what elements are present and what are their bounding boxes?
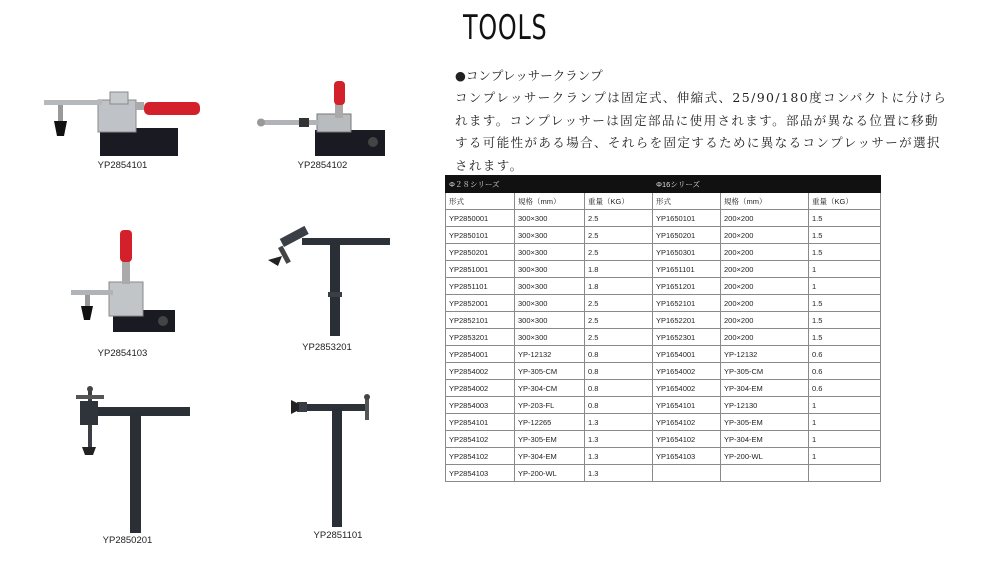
table-row: [446, 244, 881, 261]
table-cell: 2.5: [585, 210, 653, 227]
table-row: [446, 465, 881, 482]
table-cell: 1.5: [809, 329, 881, 346]
table-cell: 2.5: [585, 312, 653, 329]
table-cell: YP2854002: [446, 380, 515, 397]
table-cell: 2.5: [585, 227, 653, 244]
push-pull-toggle-clamp-icon: [255, 78, 390, 160]
table-cell: 1: [809, 431, 881, 448]
table-cell: 200×200: [721, 244, 809, 261]
table-cell: 0.8: [585, 380, 653, 397]
table-row: [446, 414, 881, 431]
table-cell: YP1654102: [653, 414, 721, 431]
table-cell: YP1654001: [653, 346, 721, 363]
column-header: 形式: [653, 193, 721, 210]
table-cell: 1.5: [809, 295, 881, 312]
table-cell: YP2854001: [446, 346, 515, 363]
table-cell: YP-305-EM: [721, 414, 809, 431]
table-cell: 300×300: [515, 261, 585, 278]
table-cell: YP-304-CM: [515, 380, 585, 397]
table-cell: 2.5: [585, 244, 653, 261]
table-cell: 1.8: [585, 278, 653, 295]
table-cell: YP2850201: [446, 244, 515, 261]
table-row: [446, 397, 881, 414]
product-card-yp2854101: [40, 88, 205, 171]
column-header: 規格（mm）: [721, 193, 809, 210]
table-cell: YP-12132: [721, 346, 809, 363]
table-cell: 300×300: [515, 278, 585, 295]
table-cell: 1: [809, 397, 881, 414]
table-cell: YP2854101: [446, 414, 515, 431]
horizontal-toggle-clamp-icon: [40, 88, 205, 160]
table-cell: 1.5: [809, 244, 881, 261]
table-cell: 200×200: [721, 261, 809, 278]
vertical-toggle-clamp-icon: [65, 230, 180, 348]
product-code: YP2850201: [102, 535, 153, 546]
product-card-yp2854103: [65, 230, 180, 359]
table-cell: 1.3: [585, 465, 653, 482]
table-cell: YP2851001: [446, 261, 515, 278]
table-cell: 300×300: [515, 227, 585, 244]
table-cell: 200×200: [721, 210, 809, 227]
table-cell: 1.5: [809, 210, 881, 227]
table-cell: [721, 465, 809, 482]
table-cell: YP1652101: [653, 295, 721, 312]
table-cell: 0.6: [809, 346, 881, 363]
table-cell: YP2850001: [446, 210, 515, 227]
table-cell: 300×300: [515, 295, 585, 312]
table-row: [446, 210, 881, 227]
table-cell: 300×300: [515, 210, 585, 227]
table-cell: YP1651201: [653, 278, 721, 295]
table-cell: 1.3: [585, 431, 653, 448]
column-header: 重量（KG）: [585, 193, 653, 210]
table-row: [446, 278, 881, 295]
table-cell: 1: [809, 278, 881, 295]
table-cell: 300×300: [515, 329, 585, 346]
product-card-yp2853201: [262, 222, 392, 353]
table-cell: YP1652201: [653, 312, 721, 329]
table-cell: YP-12130: [721, 397, 809, 414]
table-cell: 200×200: [721, 295, 809, 312]
section-heading: ●コンプレッサークランプ: [455, 68, 603, 83]
table-cell: YP1652301: [653, 329, 721, 346]
spec-table: [445, 175, 881, 482]
table-cell: YP1650101: [653, 210, 721, 227]
product-code: YP2854103: [97, 348, 148, 359]
table-cell: YP2854003: [446, 397, 515, 414]
table-cell: YP2851101: [446, 278, 515, 295]
table-cell: 1.3: [585, 414, 653, 431]
product-code: YP2851101: [313, 530, 363, 541]
table-cell: YP-12132: [515, 346, 585, 363]
table-series-row: [446, 176, 881, 193]
table-cell: [653, 465, 721, 482]
screw-clamp-icon: [60, 385, 195, 535]
table-cell: YP2854002: [446, 363, 515, 380]
table-cell: 1: [809, 414, 881, 431]
product-card-yp2850201: [60, 385, 195, 546]
table-cell: YP2854103: [446, 465, 515, 482]
product-code: YP2854102: [297, 160, 348, 171]
table-cell: YP2854102: [446, 431, 515, 448]
table-cell: 1.3: [585, 448, 653, 465]
table-header-row: [446, 193, 881, 210]
table-cell: YP-304-EM: [721, 431, 809, 448]
table-row: [446, 346, 881, 363]
table-cell: YP1654002: [653, 363, 721, 380]
product-code: YP2853201: [302, 342, 352, 353]
table-cell: 1: [809, 448, 881, 465]
table-cell: 2.5: [585, 329, 653, 346]
table-cell: YP1654102: [653, 431, 721, 448]
table-cell: YP1650201: [653, 227, 721, 244]
product-card-yp2851101: [283, 390, 393, 541]
table-cell: 1.8: [585, 261, 653, 278]
table-cell: YP-305-CM: [721, 363, 809, 380]
table-cell: 0.6: [809, 363, 881, 380]
table-cell: 200×200: [721, 329, 809, 346]
table-cell: YP-305-CM: [515, 363, 585, 380]
column-header: 規格（mm）: [515, 193, 585, 210]
table-row: [446, 295, 881, 312]
series-label-phi28: Φ２８シリーズ: [446, 176, 653, 193]
table-cell: 2.5: [585, 295, 653, 312]
table-cell: 200×200: [721, 312, 809, 329]
table-cell: 200×200: [721, 227, 809, 244]
table-cell: YP1654002: [653, 380, 721, 397]
table-row: [446, 431, 881, 448]
table-cell: 0.8: [585, 397, 653, 414]
table-cell: 1: [809, 261, 881, 278]
table-cell: YP1654103: [653, 448, 721, 465]
table-cell: YP-305-EM: [515, 431, 585, 448]
table-cell: YP2854102: [446, 448, 515, 465]
product-code: YP2854101: [97, 160, 148, 171]
welding-table-clamp-icon: [262, 222, 392, 342]
table-cell: [809, 465, 881, 482]
table-cell: 0.8: [585, 346, 653, 363]
table-cell: 300×300: [515, 244, 585, 261]
table-cell: YP1651101: [653, 261, 721, 278]
table-cell: 0.8: [585, 363, 653, 380]
table-cell: YP-200-WL: [515, 465, 585, 482]
table-row: [446, 261, 881, 278]
product-card-yp2854102: [255, 78, 390, 171]
table-cell: YP2852101: [446, 312, 515, 329]
page-title: TOOLS: [463, 8, 548, 48]
table-cell: YP-200-WL: [721, 448, 809, 465]
table-row: [446, 312, 881, 329]
table-row: [446, 227, 881, 244]
column-header: 重量（KG）: [809, 193, 881, 210]
table-cell: 200×200: [721, 278, 809, 295]
table-cell: YP1650301: [653, 244, 721, 261]
table-cell: YP-203-FL: [515, 397, 585, 414]
table-cell: YP2853201: [446, 329, 515, 346]
table-cell: YP-12265: [515, 414, 585, 431]
column-header: 形式: [446, 193, 515, 210]
table-cell: 300×300: [515, 312, 585, 329]
table-cell: YP-304-EM: [721, 380, 809, 397]
table-row: [446, 448, 881, 465]
table-cell: YP2852001: [446, 295, 515, 312]
fixed-clamp-icon: [283, 390, 393, 530]
table-cell: 0.6: [809, 380, 881, 397]
table-cell: YP1654101: [653, 397, 721, 414]
section-description: コンプレッサークランプは固定式、伸縮式、25/90/180度コンパクトに分けられます。コンプレッサーは固定部品に使用されます。部品が異なる位置に移動する可能性がある場合、それらを固定するために異なるコンプレッサーが選択されます。: [455, 90, 948, 173]
table-row: [446, 329, 881, 346]
table-cell: 1.5: [809, 227, 881, 244]
table-cell: YP2850101: [446, 227, 515, 244]
table-cell: YP-304-EM: [515, 448, 585, 465]
series-label-phi16: Φ16シリーズ: [653, 176, 881, 193]
table-cell: 1.5: [809, 312, 881, 329]
table-row: [446, 380, 881, 397]
table-row: [446, 363, 881, 380]
